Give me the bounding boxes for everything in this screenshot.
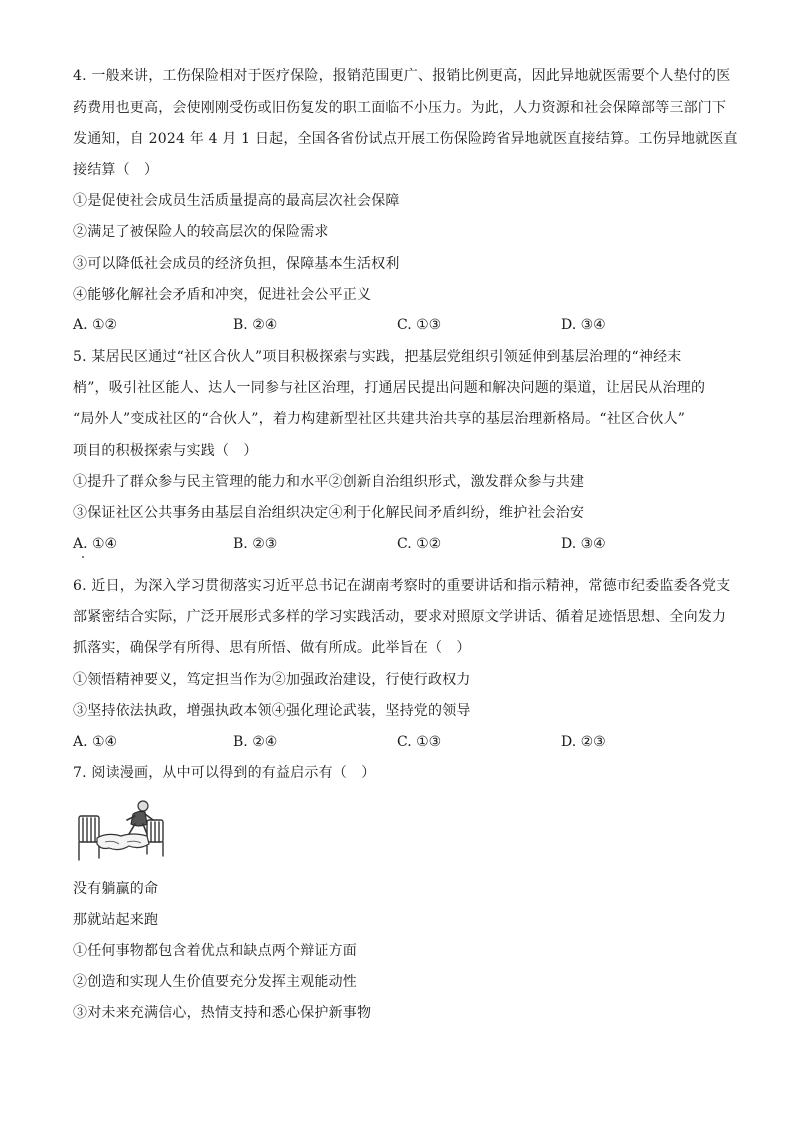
- q4-statement-1: ①是促使社会成员生活质量提高的最高层次社会保障: [73, 193, 400, 209]
- q5-stem-line-4: 项目的积极探索与实践（ ）: [73, 443, 258, 459]
- q6-statement-2: ③坚持依法执政，增强执政本领④强化理论武装，坚持党的领导: [73, 703, 471, 719]
- q4-statement-4: ④能够化解社会矛盾和冲突，促进社会公平正义: [73, 287, 372, 303]
- q6-option-d[interactable]: D. ②③: [561, 734, 606, 750]
- q5-option-a[interactable]: A. ①④: [73, 536, 118, 552]
- q4-stem-line-3: 发通知，自 2024 年 4 月 1 日起，全国各省份试点开展工伤保险跨省异地就医直接结算。工伤异地就医直: [73, 131, 738, 147]
- comic-caption-line-1: 没有躺赢的命: [73, 881, 159, 897]
- q5-options: [73, 534, 733, 554]
- q6-option-b[interactable]: B. ②④: [233, 734, 278, 750]
- q4-stem-line-4: 接结算（ ）: [73, 162, 159, 178]
- q5-statement-2: ③保证社区公共事务由基层自治组织决定④利于化解民间矛盾纠纷，维护社会治安: [73, 505, 585, 521]
- q5-statement-1: ①提升了群众参与民主管理的能力和水平②创新自治组织形式，激发群众参与共建: [73, 474, 585, 490]
- q4-option-b[interactable]: B. ②④: [233, 317, 278, 333]
- q4-statement-3: ③可以降低社会成员的经济负担，保障基本生活权利: [73, 256, 400, 272]
- q4-stem-line-2: 药费用也更高，会使刚刚受伤或旧伤复发的职工面临不小压力。为此，人力资源和社会保障部等三部门下: [73, 100, 727, 116]
- q6-option-a[interactable]: A. ①④: [73, 734, 118, 750]
- q7-statement-2: ②创造和实现人生价值要充分发挥主观能动性: [73, 974, 357, 990]
- q4-option-c[interactable]: C. ①③: [397, 317, 442, 333]
- q5-option-c[interactable]: C. ①②: [397, 536, 442, 552]
- q7-stem: 7. 阅读漫画，从中可以得到的有益启示有（ ）: [73, 765, 376, 781]
- q7-statement-1: ①任何事物都包含着优点和缺点两个辩证方面: [73, 943, 357, 959]
- q5-stem-line-2: 梢”，吸引社区能人、达人一同参与社区治理，打通居民提出问题和解决问题的渠道，让居民从治理的: [73, 380, 706, 396]
- q6-option-c[interactable]: C. ①③: [397, 734, 442, 750]
- q5-stem-line-3: “局外人”变成社区的“合伙人”，着力构建新型社区共建共治共享的基层治理新格局。“社区合伙人”: [73, 411, 686, 427]
- q7-statement-3: ③对未来充满信心，热情支持和悉心保护新事物: [73, 1005, 372, 1021]
- q4-options: [73, 315, 733, 335]
- q6-statement-1: ①领悟精神要义，笃定担当作为②加强政治建设，行使行政权力: [73, 672, 471, 688]
- q4-option-d[interactable]: D. ③④: [561, 317, 606, 333]
- q6-stem-line-3: 抓落实，确保学有所得、思有所悟、做有所成。此举旨在（ ）: [73, 640, 471, 656]
- q6-stem-line-2: 部紧密结合实际，广泛开展形式多样的学习实践活动，要求对照原文学讲话、循着足迹悟思想、全向发力: [73, 609, 727, 625]
- scan-dot: [82, 556, 84, 558]
- q5-option-b[interactable]: B. ②③: [233, 536, 278, 552]
- q4-statement-2: ②满足了被保险人的较高层次的保险需求: [73, 224, 329, 240]
- comic-caption-line-2: 那就站起来跑: [73, 912, 159, 928]
- comic-image: [73, 798, 173, 864]
- q6-options: [73, 732, 733, 752]
- q4-stem-line-1: 4. 一般来讲，工伤保险相对于医疗保险，报销范围更广、报销比例更高，因此异地就医需要个人垫付的医: [73, 68, 731, 84]
- q6-stem-line-1: 6. 近日，为深入学习贯彻落实习近平总书记在湖南考察时的重要讲话和指示精神，常德市纪委监委各党支: [73, 578, 731, 594]
- q5-stem-line-1: 5. 某居民区通过“社区合伙人”项目积极探索与实践，把基层党组织引领延伸到基层治理的“神经末: [73, 349, 682, 365]
- q4-option-a[interactable]: A. ①②: [73, 317, 118, 333]
- q5-option-d[interactable]: D. ③④: [561, 536, 606, 552]
